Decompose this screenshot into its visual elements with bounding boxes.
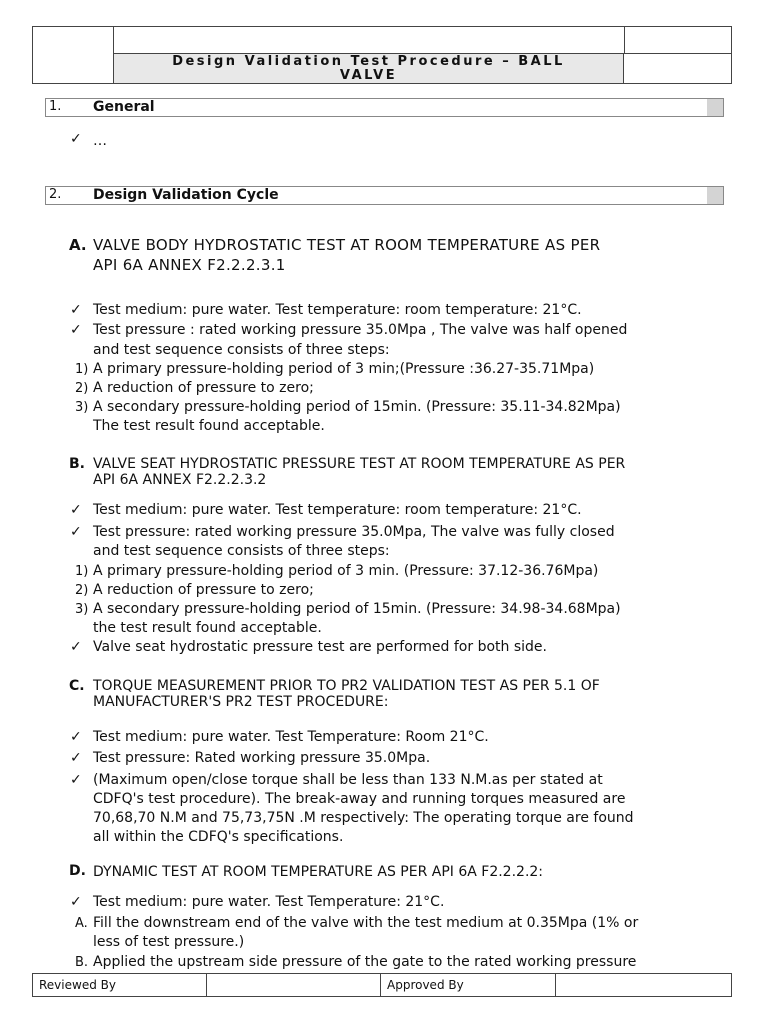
subsection-d-heading: DYNAMIC TEST AT ROOM TEMPERATURE AS PER API 6A F2.2.2.2:	[93, 864, 544, 880]
c-bullet-torque: (Maximum open/close torque shall be less than 133 N.M.as per stated at CDFQ's test procedure). The break-away and running torques measured are 70,68,70 N.M and 75,73,75N .M respectively: The operating torque are found all within the CDFQ's specifications.	[93, 772, 634, 845]
a-step-1: A primary pressure-holding period of 3 min;(Pressure :36.27-35.71Mpa)	[93, 361, 595, 377]
step-number: 2)	[75, 381, 89, 396]
a-step-3: A secondary pressure-holding period of 15min. (Pressure: 35.11-34.82Mpa)	[93, 399, 621, 415]
subsection-letter: A.	[69, 236, 87, 254]
general-item: …	[93, 133, 107, 149]
b-bullet-pressure-line2: and test sequence consists of three steps:	[93, 543, 390, 559]
reviewed-by-label: Reviewed By	[33, 974, 207, 996]
logo-cell	[33, 27, 114, 83]
approved-by-label: Approved By	[381, 974, 556, 996]
subsection-c-heading: TORQUE MEASUREMENT PRIOR TO PR2 VALIDATION TEST AS PER 5.1 OF MANUFACTURER'S PR2 TEST PROCEDURE:	[93, 678, 600, 710]
reviewed-by-field	[207, 974, 381, 996]
section-general-bar	[45, 98, 724, 117]
b-result: the test result found acceptable.	[93, 620, 322, 636]
subsection-a-heading: VALVE BODY HYDROSTATIC TEST AT ROOM TEMPERATURE AS PER API 6A ANNEX F2.2.2.3.1	[93, 236, 601, 274]
b-bullet-medium: Test medium: pure water. Test temperature: room temperature: 21°C.	[93, 502, 582, 518]
section-title: Design Validation Cycle	[93, 187, 279, 203]
step-number: 3)	[75, 602, 89, 617]
header-cell	[625, 54, 731, 83]
a-step-2: A reduction of pressure to zero;	[93, 380, 314, 396]
subsection-b-heading: VALVE SEAT HYDROSTATIC PRESSURE TEST AT ROOM TEMPERATURE AS PER API 6A ANNEX F2.2.2.3.2	[93, 456, 626, 488]
check-icon: ✓	[70, 772, 82, 788]
subsection-letter: C.	[69, 678, 85, 694]
check-icon: ✓	[70, 639, 82, 655]
b-step-3: A secondary pressure-holding period of 15min. (Pressure: 34.98-34.68Mpa)	[93, 601, 621, 617]
document-title	[114, 54, 624, 83]
b-step-2: A reduction of pressure to zero;	[93, 582, 314, 598]
check-icon: ✓	[70, 524, 82, 540]
step-number: 1)	[75, 564, 89, 579]
title-line-2: VALVE	[339, 68, 398, 83]
title-line-1: Design Validation Test Procedure – BALL	[172, 54, 565, 69]
a-bullet-pressure-line1: Test pressure : rated working pressure 35.0Mpa , The valve was half opened	[93, 322, 628, 338]
check-icon: ✓	[70, 894, 82, 910]
subsection-letter: D.	[69, 863, 86, 879]
d-step-a-line2: less of test pressure.)	[93, 934, 245, 950]
c-bullet-medium: Test medium: pure water. Test Temperature: Room 21°C.	[93, 729, 489, 745]
check-icon: ✓	[70, 131, 82, 147]
b-step-1: A primary pressure-holding period of 3 min. (Pressure: 37.12-36.76Mpa)	[93, 563, 599, 579]
check-icon: ✓	[70, 322, 82, 338]
d-step-b-line1: Applied the upstream side pressure of the gate to the rated working pressure	[93, 954, 637, 970]
a-bullet-pressure-line2: and test sequence consists of three steps:	[93, 342, 390, 358]
d-bullet-medium: Test medium: pure water. Test Temperature: 21°C.	[93, 894, 445, 910]
check-icon: ✓	[70, 729, 82, 745]
step-number: 2)	[75, 583, 89, 598]
b-bullet-pressure-line1: Test pressure: rated working pressure 35.0Mpa, The valve was fully closed	[93, 524, 615, 540]
section-number: 2.	[49, 187, 62, 202]
header-cell	[114, 27, 625, 54]
b-bullet-both-sides: Valve seat hydrostatic pressure test are performed for both side.	[93, 639, 547, 655]
c-bullet-pressure: Test pressure: Rated working pressure 35.0Mpa.	[93, 750, 431, 766]
section-bar-shade	[707, 187, 723, 204]
check-icon: ✓	[70, 502, 82, 518]
section-title: General	[93, 99, 155, 115]
check-icon: ✓	[70, 750, 82, 766]
step-letter: B.	[75, 955, 89, 970]
subsection-letter: B.	[69, 456, 85, 472]
step-number: 1)	[75, 362, 89, 377]
section-number: 1.	[49, 99, 62, 114]
d-step-a-line1: Fill the downstream end of the valve with the test medium at 0.35Mpa (1% or	[93, 915, 639, 931]
approved-by-field	[556, 974, 731, 996]
signature-footer	[32, 973, 732, 997]
step-number: 3)	[75, 400, 89, 415]
a-bullet-medium: Test medium: pure water. Test temperature: room temperature: 21°C.	[93, 302, 582, 318]
a-result: The test result found acceptable.	[93, 418, 325, 434]
check-icon: ✓	[70, 302, 82, 318]
section-design-validation-bar	[45, 186, 724, 205]
header-cell	[625, 27, 731, 54]
document-header	[32, 26, 732, 84]
step-letter: A.	[75, 916, 88, 931]
section-bar-shade	[707, 99, 723, 116]
